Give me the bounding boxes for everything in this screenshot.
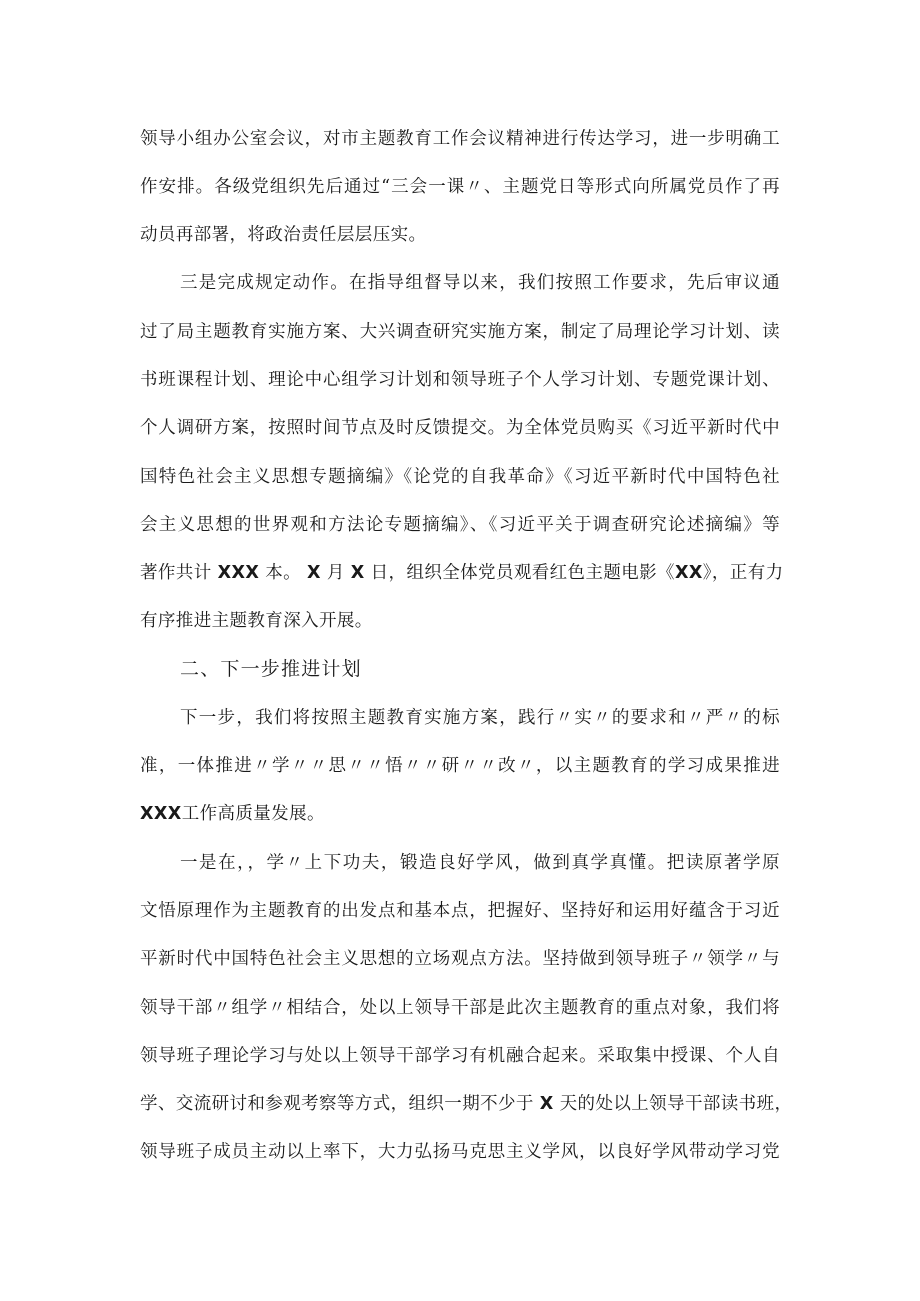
text-run: 月 <box>326 563 345 583</box>
paragraph-line-mixed <box>140 802 780 826</box>
paragraph-line: 过了局主题教育实施方案、大兴调查研究实施方案，制定了局理论学习计划、读 <box>140 322 780 342</box>
text-run: 》，正有力 <box>702 563 784 583</box>
paragraph-line: 会主义思想的世界观和方法论专题摘编》、《习近平关于调查研究论述摘编》等 <box>140 515 780 535</box>
paragraph-line: 领导班子成员主动以上率下，大力弘扬马克思主义学风，以良好学风带动学习党 <box>140 1142 780 1162</box>
paragraph-line: 准，一体推进〃学〃〃思〃〃悟〃〃研〃〃改〃，以主题教育的学习成果推进 <box>140 756 780 776</box>
placeholder-number: XX <box>674 563 703 583</box>
paragraph-line: 平新时代中国特色社会主义思想的立场观点方法。坚持做到领导班子〃领学〃与 <box>140 949 780 969</box>
paragraph-line: 领导干部〃组学〃相结合，处以上领导干部是此次主题教育的重点对象，我们将 <box>140 998 780 1018</box>
text-run: 天的处以上领导干部读书班， <box>559 1094 793 1114</box>
text-run: 学、交流研讨和参观考察等方式，组织一期不少于 <box>140 1094 534 1114</box>
text-run: 本。 <box>265 563 302 583</box>
paragraph-line: 下一步，我们将按照主题教育实施方案，践行〃实〃的要求和〃严〃的标 <box>180 708 780 728</box>
paragraph-line: 有序推进主题教育深入开展。 <box>140 611 373 631</box>
paragraph-line-mixed <box>140 561 784 585</box>
text-run: 著作共计 <box>140 563 212 583</box>
text-run: 工作高质量发展。 <box>181 804 325 824</box>
paragraph-line: 作安排。各级党组织先后通过“三会一课〃、主题党日等形式向所属党员作了再 <box>140 177 780 197</box>
paragraph-line: 一是在，，学〃上下功夫，锻造良好学风，做到真学真懂。把读原著学原 <box>180 853 780 873</box>
paragraph-line: 文悟原理作为主题教育的出发点和基本点，把握好、坚持好和运用好蕴含于习近 <box>140 901 780 921</box>
placeholder-number: X <box>539 1094 554 1114</box>
paragraph-line: 书班课程计划、理论中心组学习计划和领导班子个人学习计划、专题党课计划、 <box>140 370 780 390</box>
text-run: 日，组织全体党员观看红色主题电影《 <box>370 563 675 583</box>
placeholder-number: XXX <box>140 804 182 824</box>
paragraph-line: 个人调研方案，按照时间节点及时反馈提交。为全体党员购买《习近平新时代中 <box>140 418 780 438</box>
placeholder-number: XXX <box>217 563 260 583</box>
paragraph-line: 三是完成规定动作。在指导组督导以来，我们按照工作要求，先后审议通 <box>180 273 780 293</box>
section-heading: 二、下一步推进计划 <box>180 658 362 680</box>
paragraph-line: 领导班子理论学习与处以上领导干部学习有机融合起来。采取集中授课、个人自 <box>140 1046 780 1066</box>
paragraph-line: 领导小组办公室会议，对市主题教育工作会议精神进行传达学习，进一步明确工 <box>140 129 780 149</box>
paragraph-line-mixed <box>140 1092 793 1116</box>
placeholder-number: X <box>350 563 365 583</box>
placeholder-number: X <box>307 563 321 583</box>
paragraph-line: 国特色社会主义思想专题摘编》《论党的自我革命》《习近平新时代中国特色社 <box>140 467 780 487</box>
paragraph-line: 动员再部署，将政治责任层层压实。 <box>140 225 427 245</box>
